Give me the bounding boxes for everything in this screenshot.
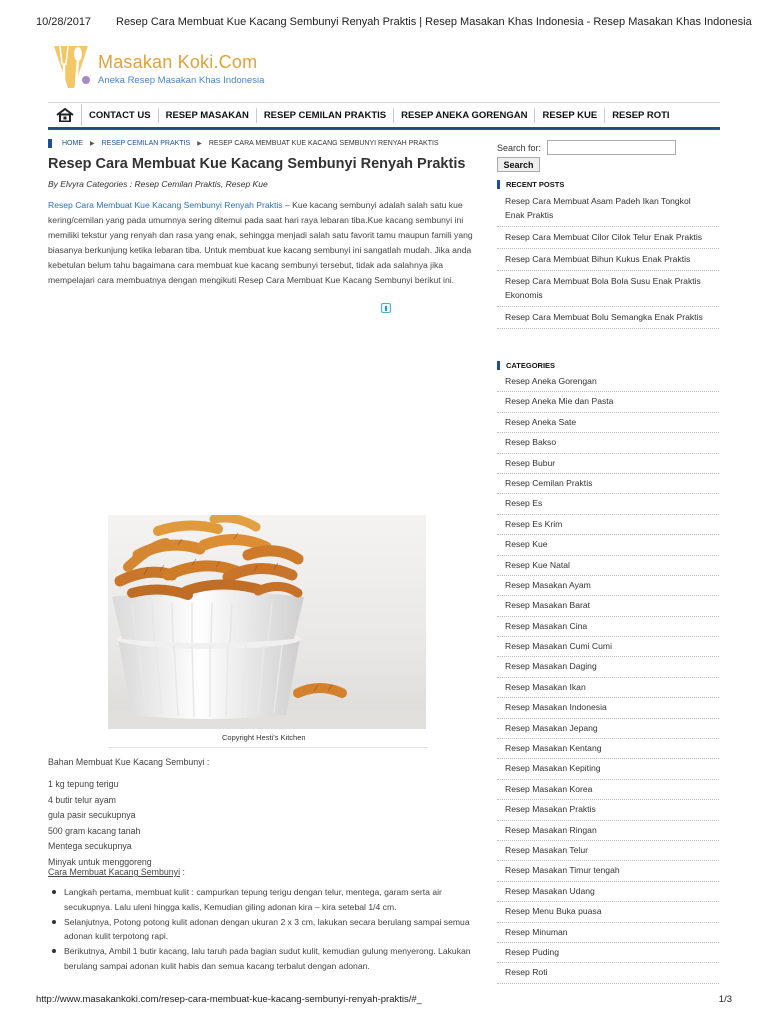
category-link[interactable]: Resep Bubur xyxy=(497,454,719,474)
category-link[interactable]: Resep Masakan Kentang xyxy=(497,739,719,759)
category-link[interactable]: Resep Masakan Jepang xyxy=(497,719,719,739)
post-title: Resep Cara Membuat Kue Kacang Sembunyi Renyah Praktis xyxy=(48,156,466,172)
ingredient-item: 500 gram kacang tanah xyxy=(48,825,141,836)
step-item: Berikutnya, Ambil 1 butir kacang, lalu taruh pada bagian sudut kulit, kemudian gulung menyerong. Lakukan berulang sampai adonan kulit habis dan semua kacang terbalut dengan adonan. xyxy=(48,944,488,973)
recent-posts-list xyxy=(497,191,719,329)
recent-posts-title-text: RECENT POSTS xyxy=(506,180,565,189)
recent-post-link[interactable]: Resep Cara Membuat Cilor Cilok Telur Enak Praktis xyxy=(497,227,719,249)
post-intro xyxy=(48,198,484,288)
category-link[interactable]: Resep Masakan Ringan xyxy=(497,821,719,841)
category-link[interactable]: Resep Masakan Korea xyxy=(497,780,719,800)
print-url: http://www.masakankoki.com/resep-cara-membuat-kue-kacang-sembunyi-renyah-praktis/#_ xyxy=(36,994,422,1005)
caption-divider xyxy=(108,747,428,748)
recent-post-link[interactable]: Resep Cara Membuat Asam Padeh Ikan Tongkol Enak Praktis xyxy=(497,191,719,227)
breadcrumb xyxy=(48,139,439,148)
intro-text: – Kue kacang sembunyi adalah salah satu kue kering/cemilan yang pada umumnya sering ditemui pada saat hari raya lebaran tiba.Kue kacang sembunyi ini memiliki tekstur yang renyah dan rasa yang enak, sehingga menjadi salah satu favorit tamu maupun famili yang biasanya berkunjung ketika lebaran tiba. Untuk membuat kue kacang sembunyi ini sangatlah mudah. Jika anda kebetulan belum tahu bagaimana cara membuat kue kacang sembunyi tersebut, tidak ada salahnya jika mempelajari cara membuatnya dengan mengikuti Resep Cara Membuat Kue Kacang Sembunyi berikut ini. xyxy=(48,200,473,285)
nav-item-resep-cemilan-praktis[interactable]: RESEP CEMILAN PRAKTIS xyxy=(257,108,394,123)
steps-title-text: Cara Membuat Kacang Sembunyi xyxy=(48,867,181,877)
nav-home-button[interactable] xyxy=(48,104,82,126)
search-button[interactable]: Search xyxy=(497,157,540,172)
ingredients-list xyxy=(48,777,152,870)
breadcrumb-current: RESEP CARA MEMBUAT KUE KACANG SEMBUNYI RENYAH PRAKTIS xyxy=(208,140,439,147)
step-item: Selanjutnya, Potong potong kulit adonan dengan ukuran 2 x 3 cm, lakukan secara berulang sampai semua adonan kulit terpotong rapi. xyxy=(48,915,488,944)
category-link[interactable]: Resep Aneka Mie dan Pasta xyxy=(497,392,719,412)
ingredient-item: 4 butir telur ayam xyxy=(48,794,116,805)
search-input[interactable] xyxy=(547,140,676,155)
recent-post-link[interactable]: Resep Cara Membuat Bihun Kukus Enak Praktis xyxy=(497,249,719,271)
nav-item-resep-roti[interactable]: RESEP ROTI xyxy=(612,109,670,121)
ad-info-icon[interactable] xyxy=(381,303,391,313)
logo-tagline: Aneka Resep Masakan Khas Indonesia xyxy=(98,75,265,86)
categories-title xyxy=(497,361,555,370)
print-page-number: 1/3 xyxy=(718,994,732,1005)
nav-item-contact-us[interactable]: CONTACT US xyxy=(82,108,159,123)
steps-list xyxy=(48,885,488,974)
category-link[interactable]: Resep Masakan Telur xyxy=(497,841,719,861)
category-link[interactable]: Resep Menu Buka puasa xyxy=(497,902,719,922)
category-link[interactable]: Resep Es xyxy=(497,494,719,514)
kue-kacang-photo xyxy=(108,515,426,729)
recent-post-link[interactable]: Resep Cara Membuat Bolu Semangka Enak Praktis xyxy=(497,307,719,329)
category-link[interactable]: Resep Cemilan Praktis xyxy=(497,474,719,494)
category-link[interactable]: Resep Masakan Ikan xyxy=(497,678,719,698)
home-icon xyxy=(56,108,74,122)
category-link[interactable]: Resep Aneka Sate xyxy=(497,413,719,433)
category-link[interactable]: Resep Puding xyxy=(497,943,719,963)
category-link[interactable]: Resep Masakan Udang xyxy=(497,882,719,902)
category-link[interactable]: Resep Kue Natal xyxy=(497,556,719,576)
print-page-title: Resep Cara Membuat Kue Kacang Sembunyi Renyah Praktis | Resep Masakan Khas Indonesia - Resep Masakan Khas Indonesia xyxy=(116,16,752,28)
post-image xyxy=(108,515,426,729)
ingredient-item: Minyak untuk menggoreng xyxy=(48,856,152,867)
category-link[interactable]: Resep Kue xyxy=(497,535,719,555)
category-link[interactable]: Resep Bakso xyxy=(497,433,719,453)
category-link[interactable]: Resep Masakan Timur tengah xyxy=(497,861,719,881)
category-link[interactable]: Resep Roti xyxy=(497,963,719,983)
ingredient-item: 1 kg tepung terigu xyxy=(48,779,119,789)
intro-link[interactable]: Resep Cara Membuat Kue Kacang Sembunyi Renyah Praktis xyxy=(48,200,283,210)
category-link[interactable]: Resep Masakan Praktis xyxy=(497,800,719,820)
category-link[interactable]: Resep Masakan Ayam xyxy=(497,576,719,596)
step-item: Langkah pertama, membuat kulit : campurkan tepung terigu dengan telur, mentega, garam serta air secukupnya. Lalu uleni hingga kalis, Kemudian giling adonan kira – kira setebal 1/4 cm. xyxy=(48,885,488,914)
category-link[interactable]: Resep Masakan Cina xyxy=(497,617,719,637)
breadcrumb-category-link[interactable]: RESEP CEMILAN PRAKTIS xyxy=(101,140,191,147)
category-link[interactable]: Resep Masakan Daging xyxy=(497,657,719,677)
breadcrumb-separator-icon: ▶ xyxy=(90,141,95,147)
nav-item-resep-aneka-gorengan[interactable]: RESEP ANEKA GORENGAN xyxy=(394,108,535,123)
categories-title-text: CATEGORIES xyxy=(506,361,556,370)
ingredient-item: Mentega secukupnya xyxy=(48,841,132,851)
breadcrumb-home-link[interactable]: HOME xyxy=(62,140,83,147)
post-meta: By Elvyra Categories : Resep Cemilan Praktis, Resep Kue xyxy=(48,179,268,189)
category-link[interactable]: Resep Aneka Gorengan xyxy=(497,372,719,392)
ingredients-title: Bahan Membuat Kue Kacang Sembunyi : xyxy=(48,757,210,767)
breadcrumb-marker xyxy=(48,139,52,148)
widget-title-marker xyxy=(497,180,500,189)
widget-title-marker xyxy=(497,361,500,370)
category-link[interactable]: Resep Es Krim xyxy=(497,515,719,535)
search-label: Search for: xyxy=(497,143,542,153)
category-link[interactable]: Resep Masakan Cumi Cumi xyxy=(497,637,719,657)
logo-utensils-icon xyxy=(50,44,94,90)
categories-list xyxy=(497,372,719,984)
logo-name: Masakan Koki.Com xyxy=(98,52,258,72)
recent-post-link[interactable]: Resep Cara Membuat Bola Bola Susu Enak Praktis Ekonomis xyxy=(497,271,719,307)
category-link[interactable]: Resep Masakan Kepiting xyxy=(497,759,719,779)
image-caption: Copyright Hesti's Kitchen xyxy=(222,733,306,742)
site-logo[interactable] xyxy=(50,44,290,92)
print-date: 10/28/2017 xyxy=(36,16,92,28)
steps-title-suffix: : xyxy=(180,867,185,877)
recent-posts-title xyxy=(497,180,564,189)
nav-item-resep-kue[interactable]: RESEP KUE xyxy=(535,108,605,123)
nav-item-resep-masakan[interactable]: RESEP MASAKAN xyxy=(159,108,257,123)
ingredient-item: gula pasir secukupnya xyxy=(48,810,136,820)
breadcrumb-separator-icon: ▶ xyxy=(197,141,202,147)
category-link[interactable]: Resep Minuman xyxy=(497,923,719,943)
steps-title xyxy=(48,867,185,877)
main-navigation xyxy=(48,102,720,130)
category-link[interactable]: Resep Masakan Indonesia xyxy=(497,698,719,718)
category-link[interactable]: Resep Masakan Barat xyxy=(497,596,719,616)
